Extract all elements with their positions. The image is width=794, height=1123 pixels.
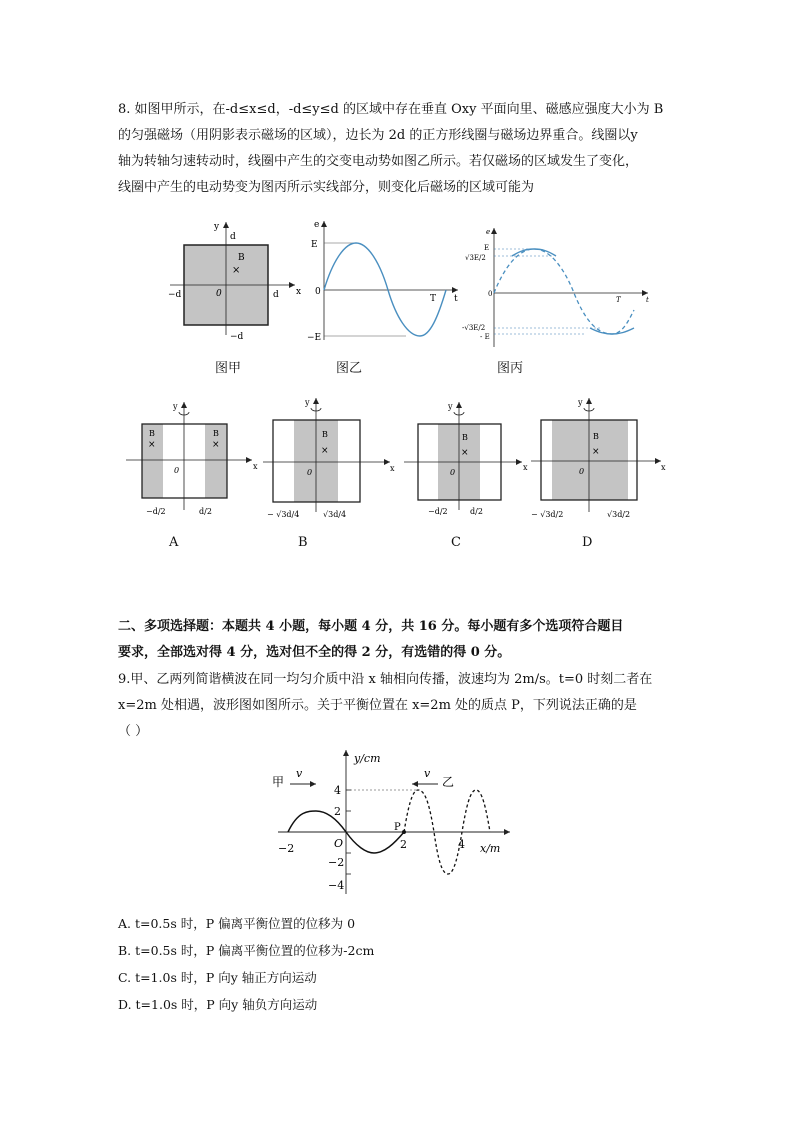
y-arrow	[181, 402, 187, 408]
v2-label: v	[424, 767, 431, 780]
b-label: B	[322, 430, 328, 439]
t-label: t	[454, 294, 458, 304]
right-bound-label: d/2	[470, 507, 483, 516]
option-a-letter[interactable]: A	[169, 535, 179, 550]
origin-label: 0	[174, 466, 180, 475]
x-label: x	[296, 287, 302, 297]
T-label: T	[616, 296, 621, 304]
cross-right: ×	[212, 440, 220, 450]
q9-option-c[interactable]: C. t=1.0s 时，P 向y 轴正方向运动	[118, 970, 317, 985]
e-label: e	[486, 228, 491, 236]
d-right-label: d	[273, 290, 279, 300]
q9-line: x=2m 处相遇，波形图如图所示。关于平衡位置在 x=2m 处的质点 P，下列说法正确的是	[118, 698, 637, 713]
v1-label: v	[296, 767, 303, 780]
x-label: x	[523, 463, 528, 472]
cross-left: ×	[148, 440, 156, 450]
y-arrow	[456, 402, 462, 408]
negE-label: −E	[307, 333, 322, 343]
section2-title: 二、多项选择题：本题共 4 小题，每小题 4 分，共 16 分。每小题有多个选项符合题目	[118, 619, 624, 634]
option-b-letter[interactable]: B	[298, 535, 308, 550]
y-label: y	[578, 398, 583, 407]
left-bound-label: −d/2	[146, 507, 166, 516]
p-label: P	[394, 822, 401, 833]
x-arrow	[289, 282, 295, 288]
point-p	[402, 830, 406, 834]
zero-label: 0	[488, 290, 493, 298]
origin-label: 0	[450, 468, 456, 477]
figure-jia	[160, 215, 310, 345]
q9-option-d[interactable]: D. t=1.0s 时，P 向y 轴负方向运动	[118, 997, 318, 1012]
option-d-figure	[531, 396, 671, 522]
right-bound-label: d/2	[199, 507, 212, 516]
xtick-4: 4	[458, 838, 465, 851]
option-b-figure	[263, 396, 413, 522]
figure-bing	[456, 222, 656, 352]
figure-yi	[306, 215, 466, 350]
q8-line: 线圈中产生的电动势变为图丙所示实线部分，则变化后磁场的区域可能为	[118, 180, 535, 195]
ytick-n2: −2	[328, 856, 345, 869]
x-axis-label: x/m	[480, 842, 501, 855]
cross-mark: ×	[232, 265, 241, 276]
y-label: y	[214, 222, 220, 232]
jia-label: 甲	[272, 775, 285, 789]
option-d-letter[interactable]: D	[582, 535, 593, 550]
origin-label: O	[334, 837, 344, 850]
E-label: E	[311, 240, 318, 250]
q8-text	[118, 97, 688, 201]
x-label: x	[390, 464, 395, 473]
section2-header	[118, 614, 688, 666]
q9-line: 9.甲、乙两列简谐横波在同一均匀介质中沿 x 轴相向传播，波速均为 2m/s。t=0 时刻二者在	[118, 672, 653, 687]
b-label-left: B	[149, 429, 155, 438]
origin-label: 0	[216, 289, 222, 299]
option-a-figure	[122, 400, 272, 522]
right-bound-label: √3d/2	[607, 510, 631, 519]
ytick-2: 2	[334, 805, 341, 818]
left-bound-label: − √3d/4	[267, 510, 300, 519]
b-label: B	[593, 432, 599, 441]
b-label-right: B	[213, 429, 219, 438]
y-arrow	[313, 398, 319, 404]
origin-label: 0	[307, 468, 313, 477]
b-label: B	[462, 433, 468, 442]
y-arrow	[586, 398, 592, 404]
option-c-letter[interactable]: C	[451, 535, 461, 550]
ytick-n4: −4	[328, 879, 345, 892]
t-label: t	[646, 296, 649, 304]
negE-label: - E	[480, 333, 490, 341]
y-label: y	[173, 402, 178, 411]
d-top-label: d	[230, 232, 236, 242]
sine-curve	[324, 243, 446, 336]
v1-arrow-head	[310, 781, 316, 787]
y-axis-label: y/cm	[354, 752, 381, 765]
cross: ×	[461, 448, 469, 458]
caption-yi: 图乙	[336, 361, 363, 376]
sqrt3E2-label: √3E/2	[465, 254, 486, 262]
q8-line: 8. 如图甲所示，在-d≤x≤d，-d≤y≤d 的区域中存在垂直 Oxy 平面向里、磁感应强度大小为 B	[118, 102, 664, 117]
caption-bing: 图丙	[497, 361, 524, 376]
section2-title-cont: 要求，全部选对得 4 分，选对但不全的得 2 分，有选错的得 0 分。	[118, 645, 511, 660]
origin-label: 0	[579, 467, 585, 476]
x-arrow	[246, 457, 252, 463]
x-arrow	[504, 829, 510, 835]
solid-sine-2	[590, 328, 634, 334]
d-left-label: −d	[168, 290, 182, 300]
field-strip	[552, 420, 628, 500]
y-arrow	[343, 750, 349, 756]
xtick-n2: −2	[278, 842, 295, 855]
q9-line: （ ）	[118, 724, 149, 739]
q9-option-b[interactable]: B. t=0.5s 时，P 偏离平衡位置的位移为-2cm	[118, 943, 375, 958]
ytick-4: 4	[334, 784, 341, 797]
left-bound-label: − √3d/2	[531, 510, 564, 519]
x-label: x	[253, 462, 258, 471]
y-label: y	[448, 402, 453, 411]
caption-jia: 图甲	[215, 361, 242, 376]
q9-wave-figure	[258, 748, 518, 898]
cross: ×	[321, 446, 329, 456]
q9-option-a[interactable]: A. t=0.5s 时，P 偏离平衡位置的位移为 0	[118, 916, 356, 931]
v2-arrow-head	[412, 781, 418, 787]
zero-label: 0	[315, 287, 321, 297]
field-label: B	[238, 253, 245, 263]
negsqrt3E2-label: -√3E/2	[462, 324, 486, 332]
x-label: x	[661, 463, 666, 472]
option-c-figure	[404, 400, 534, 522]
cross: ×	[592, 447, 600, 457]
e-label: e	[314, 220, 320, 230]
dashed-sine	[494, 249, 634, 334]
y-arrow	[223, 222, 229, 228]
q8-line: 的匀强磁场（用阴影表示磁场的区域），边长为 2d 的正方形线圈与磁场边界重合。线圈以y	[118, 128, 638, 143]
T-label: T	[430, 294, 437, 304]
right-bound-label: √3d/4	[323, 510, 347, 519]
E-label: E	[484, 244, 490, 252]
yi-label: 乙	[442, 775, 455, 789]
e-arrow	[491, 228, 497, 234]
xtick-2: 2	[400, 838, 407, 851]
q9-text	[118, 667, 688, 745]
e-arrow	[321, 221, 327, 227]
x-arrow	[516, 459, 522, 465]
y-label: y	[305, 398, 310, 407]
left-bound-label: −d/2	[428, 507, 448, 516]
d-bottom-label: −d	[230, 332, 244, 342]
q8-line: 轴为转轴匀速转动时，线圈中产生的交变电动势如图乙所示。若仅磁场的区域发生了变化，	[118, 154, 639, 169]
